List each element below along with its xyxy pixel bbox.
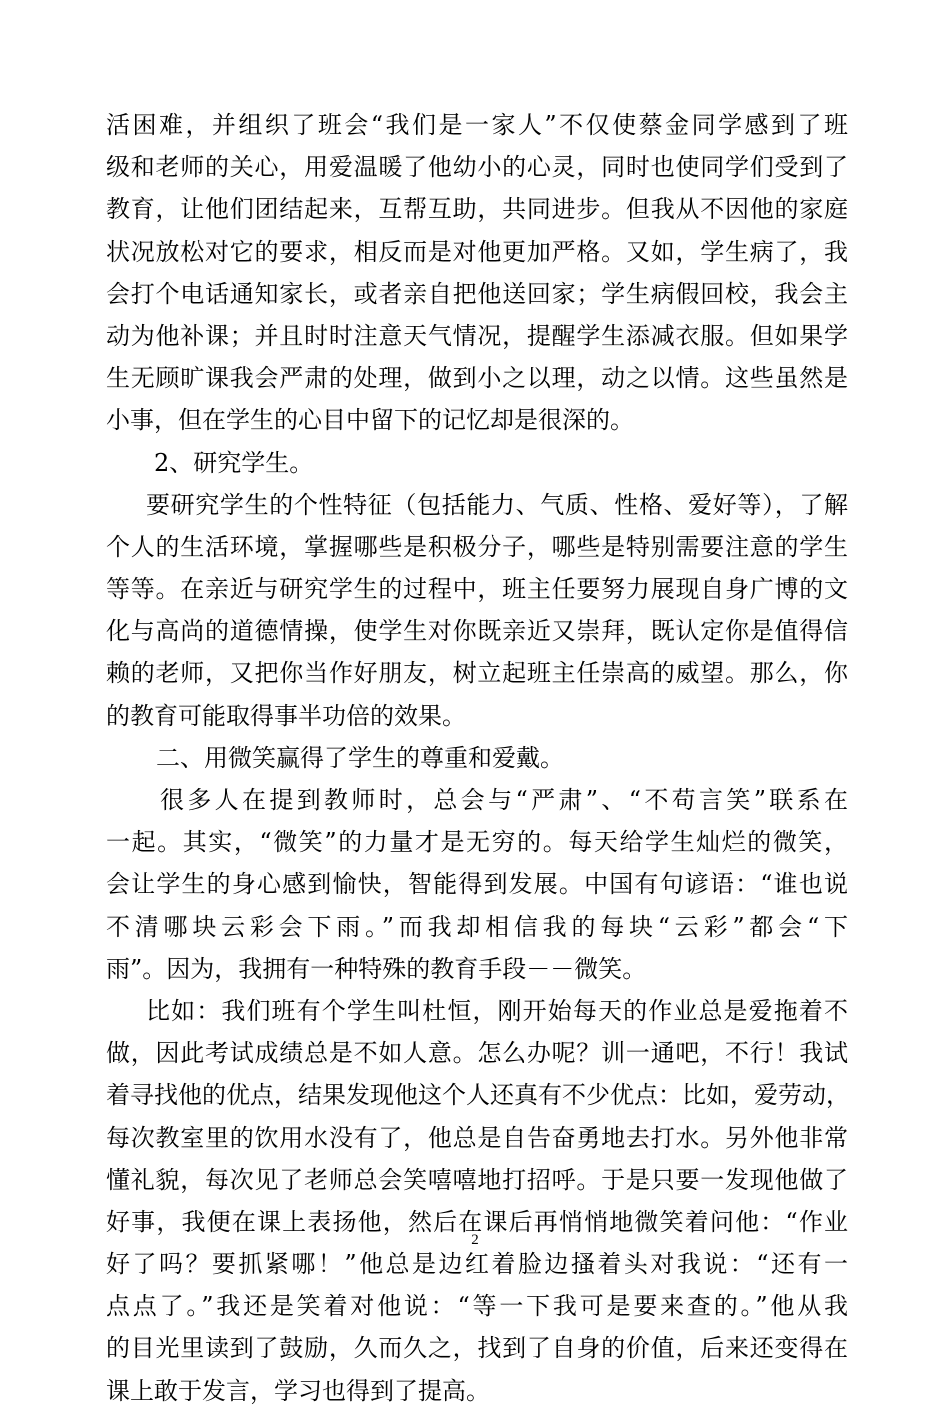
text-line: 化与高尚的道德情操，使学生对你既亲近又崇拜，既认定你是值得信: [106, 617, 848, 646]
text-line: 会让学生的身心感到愉快，智能得到发展。中国有句谚语：“谁也说: [106, 870, 848, 899]
text-line: 赖的老师，又把你当作好朋友，树立起班主任崇高的威望。那么，你: [106, 659, 848, 688]
text-line: 2、研究学生。: [154, 448, 314, 477]
text-line: 教育，让他们团结起来，互帮互助，共同进步。但我从不因他的家庭: [106, 195, 848, 224]
page-number: 2: [471, 1232, 479, 1248]
text-line: 很多人在提到教师时，总会与“严肃”、“不苟言笑”联系在: [160, 786, 848, 814]
text-line: 好了吗？要抓紧哪！”他总是边红着脸边搔着头对我说：“还有一: [106, 1250, 848, 1279]
text-line: 等等。在亲近与研究学生的过程中，班主任要努力展现自身广博的文: [106, 575, 848, 604]
text-line: 好事，我便在课上表扬他，然后在课后再悄悄地微笑着问他：“作业: [106, 1207, 848, 1236]
text-line: 每次教室里的饮用水没有了，他总是自告奋勇地去打水。另外他非常: [106, 1123, 848, 1152]
text-line: 要研究学生的个性特征（包括能力、气质、性格、爱好等），了解: [146, 490, 848, 519]
text-line: 一起。其实，“微笑”的力量才是无穷的。每天给学生灿烂的微笑，: [106, 828, 848, 857]
text-line: 动为他补课；并且时时注意天气情况，提醒学生添减衣服。但如果学: [106, 321, 848, 350]
text-line: 状况放松对它的要求，相反而是对他更加严格。又如，学生病了，我: [106, 237, 848, 266]
text-line: 的教育可能取得事半功倍的效果。: [106, 701, 466, 730]
text-line: 会打个电话通知家长，或者亲自把他送回家；学生病假回校，我会主: [106, 279, 848, 308]
document-body-text: [106, 104, 848, 1412]
text-line: 生无顾旷课我会严肃的处理，做到小之以理，动之以情。这些虽然是: [106, 364, 848, 393]
text-line: 课上敢于发言，学习也得到了提高。: [106, 1376, 490, 1405]
text-line: 活困难，并组织了班会“我们是一家人”不仅使蔡金同学感到了班: [106, 111, 848, 139]
text-line: 二、用微笑赢得了学生的尊重和爱戴。: [156, 743, 564, 772]
text-line: 级和老师的关心，用爱温暖了他幼小的心灵，同时也使同学们受到了: [106, 153, 848, 182]
text-line: 着寻找他的优点，结果发现他这个人还真有不少优点：比如，爱劳动，: [106, 1081, 850, 1110]
text-line: 不清哪块云彩会下雨。”而我却相信我的每块“云彩”都会“下: [106, 912, 848, 941]
text-line: 雨”。因为，我拥有一种特殊的教育手段－－微笑。: [106, 954, 647, 983]
text-line: 小事，但在学生的心目中留下的记忆却是很深的。: [106, 406, 634, 435]
text-line: 懂礼貌，每次见了老师总会笑嘻嘻地打招呼。于是只要一发现他做了: [106, 1165, 848, 1194]
text-line: 的目光里读到了鼓励，久而久之，找到了自身的价值，后来还变得在: [106, 1334, 848, 1363]
text-line: 点点了。”我还是笑着对他说：“等一下我可是要来查的。”他从我: [106, 1292, 848, 1321]
text-line: 个人的生活环境，掌握哪些是积极分子，哪些是特别需要注意的学生: [106, 532, 848, 561]
text-line: 比如：我们班有个学生叫杜恒，刚开始每天的作业总是爱拖着不: [146, 996, 848, 1025]
text-line: 做，因此考试成绩总是不如人意。怎么办呢？训一通吧，不行！我试: [106, 1039, 848, 1068]
